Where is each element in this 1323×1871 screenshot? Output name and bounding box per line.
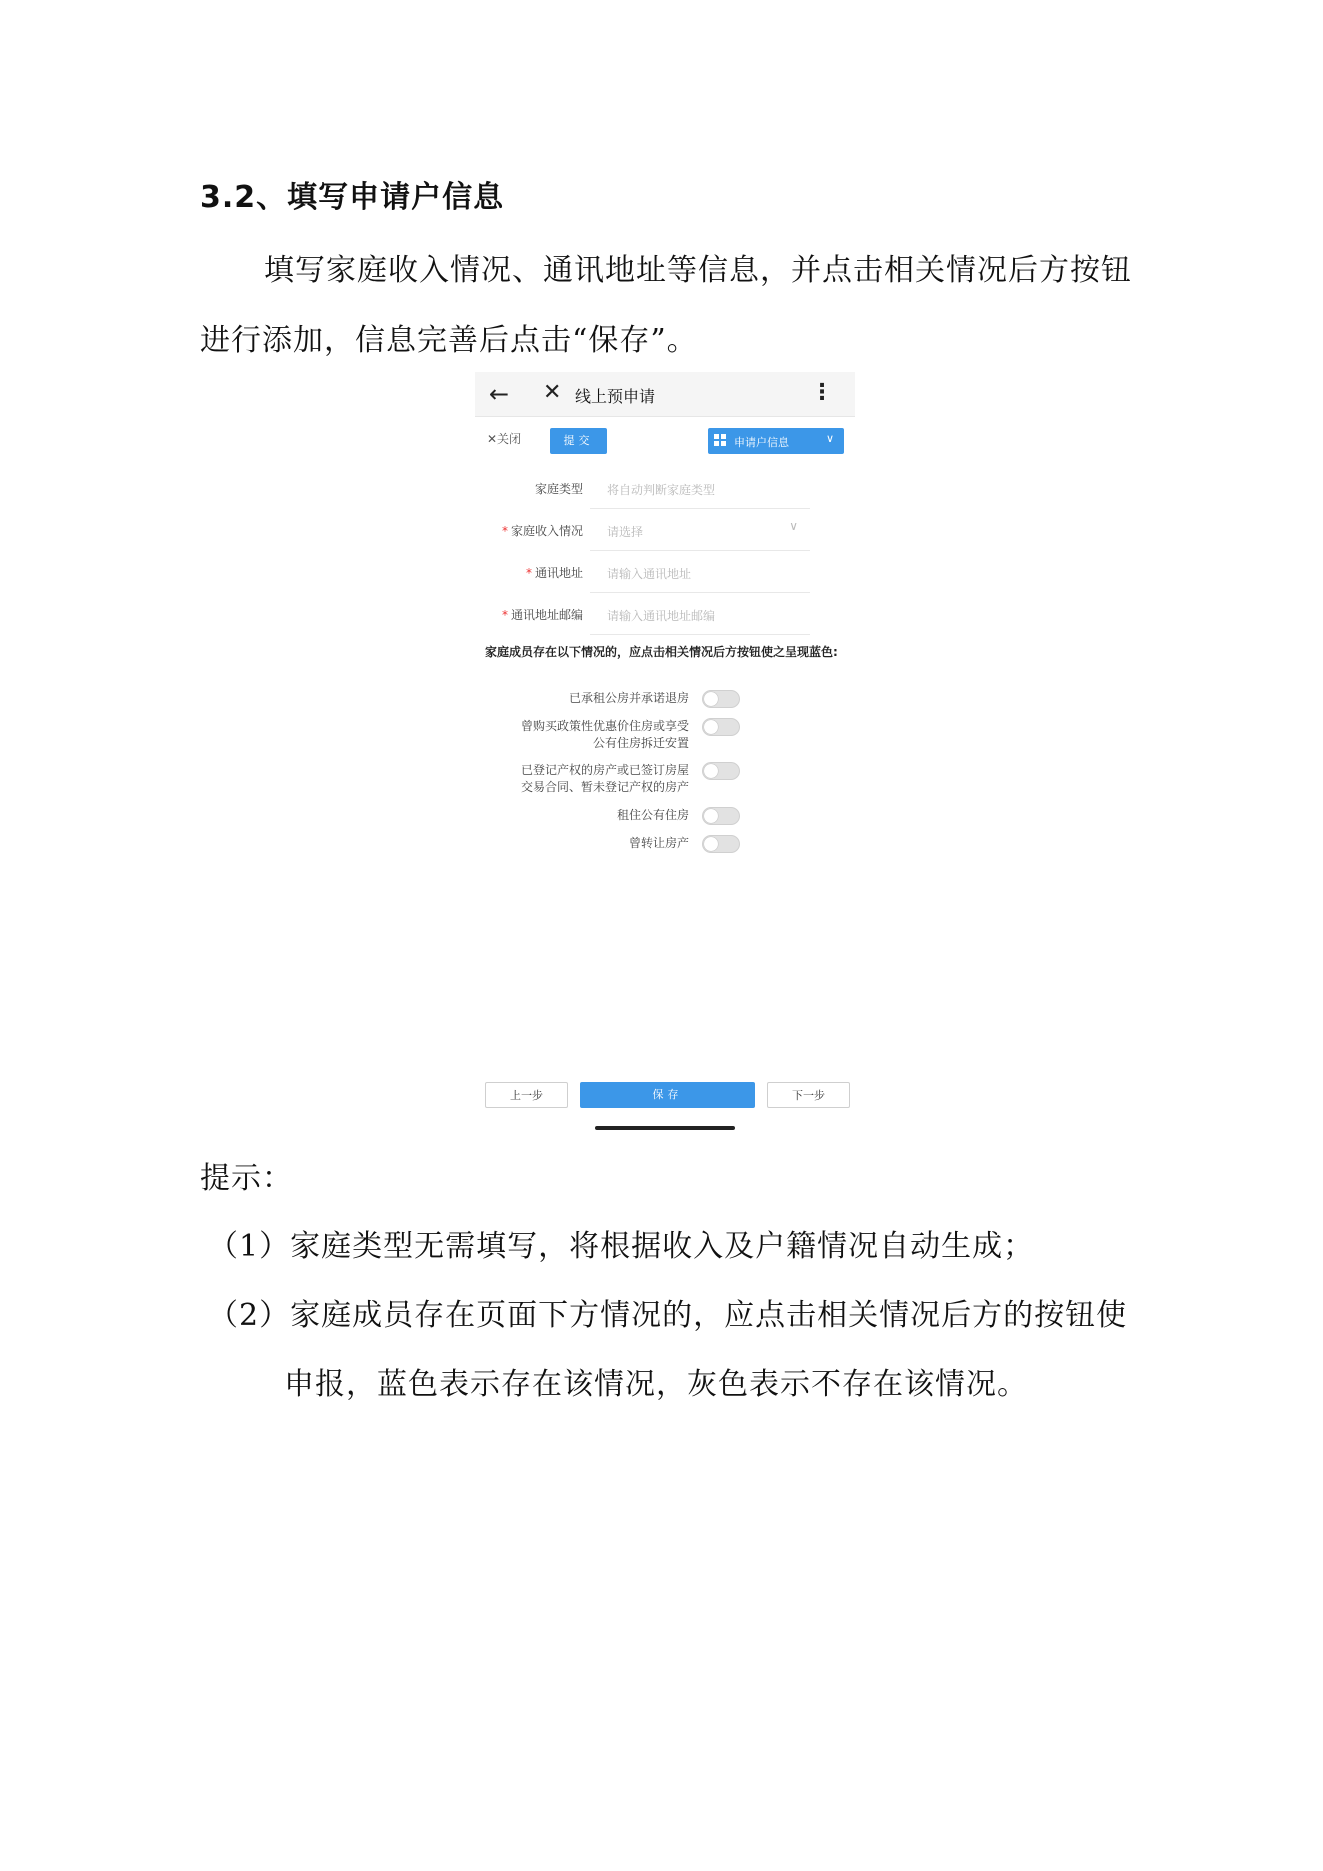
submit-button[interactable]: 提交 bbox=[550, 428, 607, 454]
field-label: * 家庭收入情况 bbox=[501, 524, 583, 538]
previous-step-button[interactable]: 上一步 bbox=[485, 1082, 568, 1108]
close-button[interactable]: ✕关闭 bbox=[487, 432, 522, 446]
toggle-knob bbox=[704, 809, 718, 823]
tip-item-1: （1）家庭类型无需填写，将根据收入及户籍情况自动生成； bbox=[208, 1229, 1035, 1264]
tips-title: 提示： bbox=[200, 1161, 293, 1196]
zip-code-input[interactable] bbox=[590, 594, 810, 635]
tab-select-label: 申请户信息 bbox=[734, 436, 789, 449]
switch-label: 已承租公房并承诺退房 bbox=[568, 691, 689, 705]
form-row-zip bbox=[475, 594, 855, 636]
save-button[interactable]: 保存 bbox=[580, 1082, 755, 1108]
home-indicator bbox=[595, 1126, 735, 1130]
field-label: 家庭类型 bbox=[534, 482, 583, 496]
field-placeholder: 请输入通讯地址 bbox=[607, 567, 692, 581]
app-top-bar bbox=[475, 372, 855, 417]
field-label: * 通讯地址邮编 bbox=[501, 608, 583, 622]
field-placeholder: 请选择 bbox=[607, 525, 644, 539]
toggle-knob bbox=[704, 764, 718, 778]
form-row-income bbox=[475, 510, 855, 552]
tip-item-2-line-1: （2）家庭成员存在页面下方情况的，应点击相关情况后方的按钮使 bbox=[208, 1298, 1128, 1333]
tip-item-2-line-2: 申报，蓝色表示存在该情况，灰色表示不存在该情况。 bbox=[284, 1367, 1028, 1402]
toggle-switch[interactable] bbox=[702, 835, 740, 853]
toggle-switch[interactable] bbox=[702, 807, 740, 825]
toggle-switch[interactable] bbox=[702, 690, 740, 708]
toggle-switch[interactable] bbox=[702, 718, 740, 736]
phone-screenshot bbox=[475, 372, 855, 1132]
income-select[interactable] bbox=[590, 510, 810, 551]
family-type-field[interactable] bbox=[590, 468, 810, 509]
grid-icon bbox=[714, 434, 726, 446]
section-heading: 3.2、填写申请户信息 bbox=[200, 180, 505, 215]
form-row-address bbox=[475, 552, 855, 594]
next-step-button[interactable]: 下一步 bbox=[767, 1082, 850, 1108]
intro-line-2: 进行添加，信息完善后点击“保存”。 bbox=[200, 323, 698, 358]
app-title: 线上预申请 bbox=[575, 387, 656, 406]
intro-line-1: 填写家庭收入情况、通讯地址等信息，并点击相关情况后方按钮 bbox=[264, 253, 1132, 288]
switch-label: 租住公有住房 bbox=[616, 808, 689, 822]
chevron-down-icon: ∨ bbox=[825, 432, 834, 445]
switch-label: 已登记产权的房产或已签订房屋 交易合同、暂未登记产权的房产 bbox=[520, 763, 689, 794]
field-label: * 通讯地址 bbox=[525, 566, 583, 580]
field-placeholder: 请输入通讯地址邮编 bbox=[607, 609, 716, 623]
toggle-knob bbox=[704, 837, 718, 851]
switch-label: 曾转让房产 bbox=[628, 836, 689, 850]
back-arrow-icon[interactable]: ← bbox=[489, 380, 510, 408]
toggle-switch[interactable] bbox=[702, 762, 740, 780]
switch-label: 曾购买政策性优惠价住房或享受 公有住房拆迁安置 bbox=[520, 719, 689, 750]
more-vertical-icon[interactable]: ⋮ bbox=[811, 380, 833, 405]
field-placeholder: 将自动判断家庭类型 bbox=[607, 483, 716, 497]
toggle-knob bbox=[704, 692, 718, 706]
section-tab-select[interactable] bbox=[708, 428, 844, 454]
address-input[interactable] bbox=[590, 552, 810, 593]
chevron-down-icon: ∨ bbox=[789, 519, 798, 533]
situation-notice: 家庭成员存在以下情况的，应点击相关情况后方按钮使之呈现蓝色: bbox=[485, 645, 838, 659]
form-row-family-type bbox=[475, 468, 855, 510]
close-icon[interactable]: ✕ bbox=[543, 380, 562, 405]
toggle-knob bbox=[704, 720, 718, 734]
